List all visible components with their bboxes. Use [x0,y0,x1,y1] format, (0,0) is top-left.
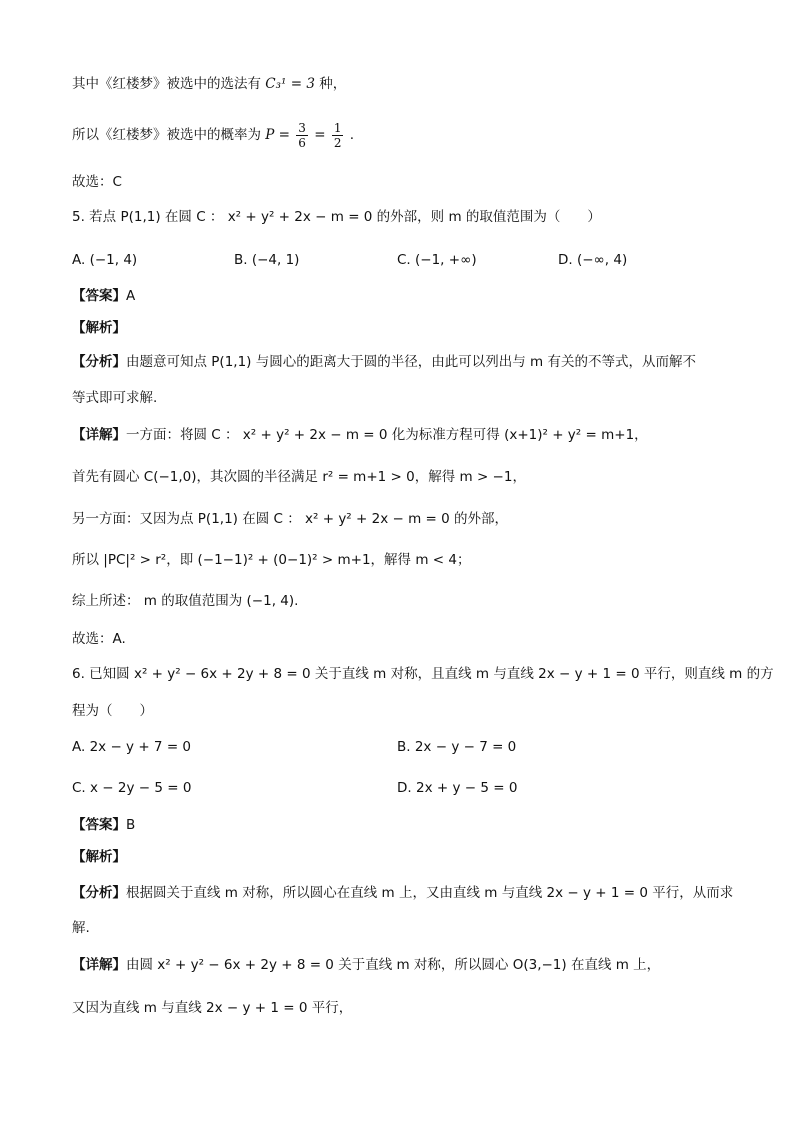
text-line: 【分析】根据圆关于直线 m 对称，所以圆心在直线 m 上，又由直线 m 与直线 2x − y + 1 = 0 平行，从而求 [72,885,734,901]
text-line: 另一方面：又因为点 P(1,1) 在圆 C ： x² + y² + 2x − m = 0 的外部， [72,511,509,527]
text-line: 故选：A. [72,631,126,647]
text-line: 故选：C [72,174,122,190]
math-expression: C₃¹ = 3 [265,76,315,92]
question-5-stem: 5. 若点 P(1,1) 在圆 C ： x² + y² + 2x − m = 0 的外部，则 m 的取值范围为（ ） [72,209,601,225]
q5-option-b: B. (−4, 1) [234,252,300,268]
q5-analysis-heading: 【解析】 [72,320,126,336]
text-line: 【详解】由圆 x² + y² − 6x + 2y + 8 = 0 关于直线 m 对称，所以圆心 O(3,−1) 在直线 m 上， [72,957,661,973]
text-line: 所以《红楼梦》被选中的概率为 P = $\frac{3}{6}$ = $\frac{1}{2}$ . [72,120,355,150]
fraction: $\frac{3}{6}$ [298,120,306,150]
text-line: 解. [72,920,90,936]
text-line: 【详解】一方面：将圆 C ： x² + y² + 2x − m = 0 化为标准方程可得 (x+1)² + y² = m+1， [72,427,648,443]
q5-option-a: A. (−1, 4) [72,252,138,268]
q6-option-d: D. 2x + y − 5 = 0 [397,780,518,796]
q6-option-b: B. 2x − y − 7 = 0 [397,739,517,755]
question-6-stem: 6. 已知圆 x² + y² − 6x + 2y + 8 = 0 关于直线 m 对称，且直线 m 与直线 2x − y + 1 = 0 平行，则直线 m 的方 [72,666,774,682]
q6-analysis-heading: 【解析】 [72,849,126,865]
q5-option-d: D. (−∞, 4) [558,252,628,268]
q6-option-c: C. x − 2y − 5 = 0 [72,780,192,796]
text-line: 综上所述： m 的取值范围为 (−1, 4). [72,593,299,609]
text-line: 其中《红楼梦》被选中的选法有 C₃¹ = 3 种， [72,76,347,92]
text-line: 【分析】由题意可知点 P(1,1) 与圆心的距离大于圆的半径，由此可以列出与 m 有关的不等式，从而解不 [72,354,696,370]
text-line: 所以 |PC|² > r²，即 (−1−1)² + (0−1)² > m+1，解得 m < 4； [72,552,471,568]
q6-answer: 【答案】B [72,817,136,833]
text-line: 首先有圆心 C(−1,0)，其次圆的半径满足 r² = m+1 > 0，解得 m > −1， [72,469,526,485]
q6-option-a: A. 2x − y + 7 = 0 [72,739,192,755]
text-line: 又因为直线 m 与直线 2x − y + 1 = 0 平行， [72,1000,353,1016]
question-6-stem-cont: 程为（ ） [72,703,153,719]
q5-option-c: C. (−1, +∞) [397,252,477,268]
fraction: $\frac{1}{2}$ [333,120,342,150]
text-line: 等式即可求解. [72,390,158,406]
q5-answer: 【答案】A [72,288,136,304]
